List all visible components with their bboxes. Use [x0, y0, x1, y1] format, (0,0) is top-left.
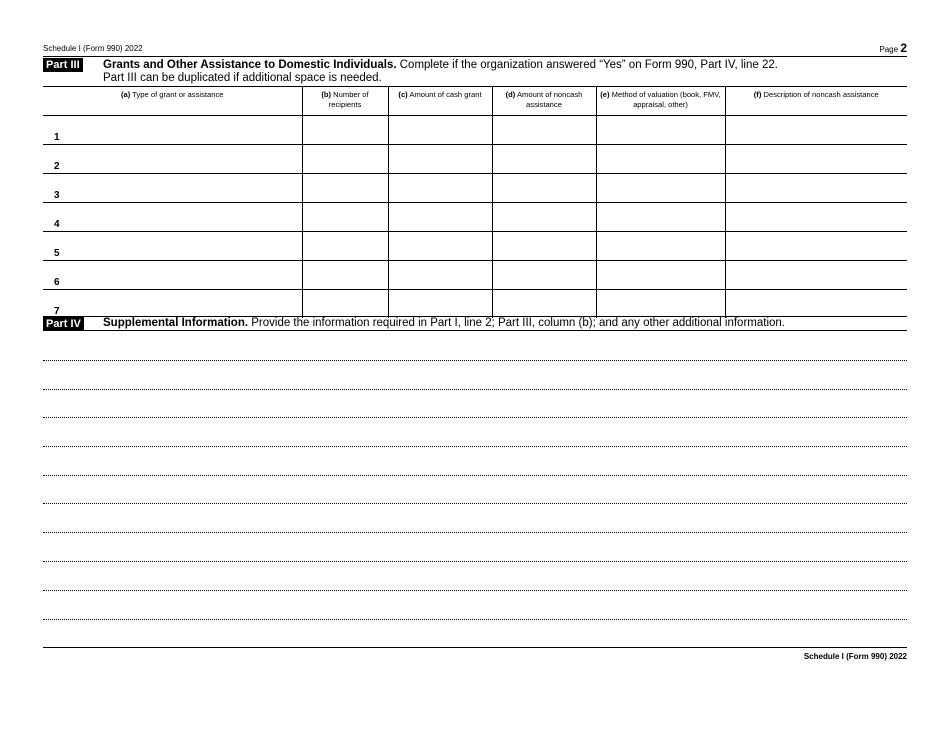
page-number-value: 2	[900, 41, 907, 55]
part4-title-rest: Provide the information required in Part I, line 2; Part III, column (b); and any other additional information.	[248, 317, 785, 329]
table-cell[interactable]	[725, 116, 907, 145]
table-cell[interactable]	[725, 145, 907, 174]
part3-title	[103, 59, 778, 85]
table-cell[interactable]	[596, 290, 725, 319]
page-label: Page	[879, 45, 899, 54]
table-cell[interactable]	[388, 116, 492, 145]
table-row	[43, 116, 907, 145]
col-header-c: (c) Amount of cash grant	[388, 87, 492, 116]
table-cell[interactable]	[492, 145, 596, 174]
part3-title-line2: Part III can be duplicated if additional space is needed.	[103, 72, 382, 84]
table-cell[interactable]	[388, 232, 492, 261]
table-cell[interactable]	[725, 174, 907, 203]
supplemental-line[interactable]	[43, 532, 907, 533]
col-header-d: (d) Amount of noncash assistance	[492, 87, 596, 116]
line-number: 7	[54, 306, 60, 317]
line-number: 6	[54, 277, 60, 288]
line-number: 2	[54, 161, 60, 172]
page-number	[879, 41, 907, 55]
table-cell[interactable]	[725, 203, 907, 232]
table-row	[43, 261, 907, 290]
table-cell[interactable]	[596, 116, 725, 145]
table-cell[interactable]	[725, 232, 907, 261]
supplemental-line[interactable]	[43, 475, 907, 476]
top-rule	[43, 56, 907, 57]
footer-schedule: Schedule I (Form 990) 2022	[803, 652, 907, 661]
table-cell[interactable]	[388, 203, 492, 232]
footer-rule	[43, 647, 907, 648]
supplemental-line[interactable]	[43, 619, 907, 620]
table-cell[interactable]	[43, 116, 302, 145]
table-cell[interactable]	[596, 174, 725, 203]
table-cell[interactable]	[596, 145, 725, 174]
table-cell[interactable]	[492, 116, 596, 145]
col-header-a: (a) Type of grant or assistance	[43, 87, 302, 116]
col-header-e: (e) Method of valuation (book, FMV, appraisal, other)	[596, 87, 725, 116]
table-row	[43, 232, 907, 261]
line-number: 5	[54, 248, 60, 259]
part4-title-rule	[43, 330, 907, 331]
table-cell[interactable]	[388, 290, 492, 319]
table-cell[interactable]	[725, 290, 907, 319]
table-cell[interactable]	[596, 203, 725, 232]
table-cell[interactable]	[492, 261, 596, 290]
table-cell[interactable]	[725, 261, 907, 290]
table-row	[43, 145, 907, 174]
table-cell[interactable]	[302, 203, 388, 232]
supplemental-line[interactable]	[43, 417, 907, 418]
part3-table	[43, 87, 907, 318]
supplemental-line[interactable]	[43, 503, 907, 504]
table-cell[interactable]	[43, 203, 302, 232]
table-cell[interactable]	[302, 145, 388, 174]
part4-title	[103, 317, 785, 330]
col-header-f: (f) Description of noncash assistance	[725, 87, 907, 116]
table-cell[interactable]	[302, 261, 388, 290]
table-cell[interactable]	[492, 232, 596, 261]
line-number: 1	[54, 132, 60, 143]
part3-title-rest: Complete if the organization answered “Yes” on Form 990, Part IV, line 22.	[396, 59, 778, 71]
line-number: 4	[54, 219, 60, 230]
table-cell[interactable]	[43, 174, 302, 203]
schedule-header: Schedule I (Form 990) 2022	[43, 44, 143, 53]
table-cell[interactable]	[43, 232, 302, 261]
table-cell[interactable]	[388, 174, 492, 203]
table-cell[interactable]	[492, 290, 596, 319]
part3-tag: Part III	[43, 58, 83, 72]
table-row	[43, 174, 907, 203]
table-cell[interactable]	[492, 203, 596, 232]
table-row	[43, 203, 907, 232]
supplemental-line[interactable]	[43, 389, 907, 390]
supplemental-line[interactable]	[43, 360, 907, 361]
table-cell[interactable]	[596, 261, 725, 290]
part4-title-bold: Supplemental Information.	[103, 317, 249, 329]
line-number: 3	[54, 190, 60, 201]
table-header-row	[43, 87, 907, 116]
table-cell[interactable]	[43, 290, 302, 319]
table-cell[interactable]	[302, 174, 388, 203]
part4-tag: Part IV	[43, 317, 84, 331]
table-row	[43, 290, 907, 319]
supplemental-line[interactable]	[43, 446, 907, 447]
table-cell[interactable]	[302, 232, 388, 261]
supplemental-line[interactable]	[43, 590, 907, 591]
table-cell[interactable]	[596, 232, 725, 261]
col-header-b: (b) Number of recipients	[302, 87, 388, 116]
table-cell[interactable]	[43, 261, 302, 290]
table-cell[interactable]	[388, 145, 492, 174]
table-cell[interactable]	[43, 145, 302, 174]
supplemental-line[interactable]	[43, 561, 907, 562]
table-cell[interactable]	[302, 116, 388, 145]
table-cell[interactable]	[302, 290, 388, 319]
table-cell[interactable]	[388, 261, 492, 290]
table-cell[interactable]	[492, 174, 596, 203]
part3-title-bold: Grants and Other Assistance to Domestic Individuals.	[103, 59, 397, 71]
